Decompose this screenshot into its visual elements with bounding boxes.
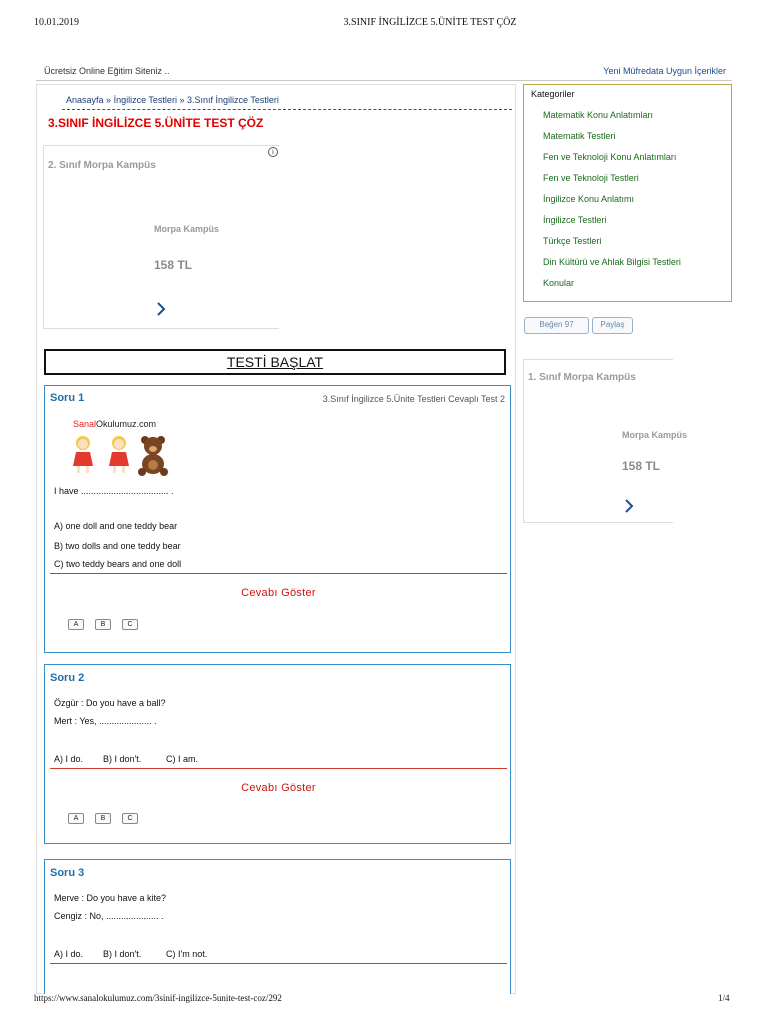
option-a: A) I do. [54,949,84,959]
answer-button-a[interactable]: A [68,619,84,630]
ad-price: 158 TL [154,258,193,272]
option-a: A) I do. [54,754,84,764]
category-topics[interactable]: Konular [543,278,575,288]
sidebar-ad-banner[interactable] [523,359,688,523]
question-number: Soru 2 [50,672,85,684]
category-religion-tests[interactable]: Din Kültürü ve Ahlak Bilgisi Testleri [543,257,681,267]
option-c: C) two teddy bears and one doll [54,559,182,569]
start-test-button[interactable] [44,349,506,375]
chevron-right-icon[interactable] [154,302,168,316]
ad-banner[interactable] [43,145,279,329]
category-math-lessons[interactable]: Matematik Konu Anlatımları [543,110,654,120]
option-a: A) one doll and one teddy bear [54,521,178,531]
category-english-tests[interactable]: İngilizce Testleri [543,215,607,225]
breadcrumb [66,95,512,105]
option-c: C) I am. [166,754,199,764]
category-science-tests[interactable]: Fen ve Teknoloji Testleri [543,173,639,183]
sidebar-ad-subtitle: Morpa Kampüs [622,430,688,440]
show-answer-link[interactable]: Cevabı Göster [241,782,316,794]
print-page-number: 1/4 [718,993,730,1003]
question-divider [50,768,507,769]
categories-panel [523,84,732,302]
question-number: Soru 3 [50,867,85,879]
option-b: B) I don't. [103,754,142,764]
question-divider [50,573,507,574]
option-b: B) I don't. [103,949,142,959]
category-math-tests[interactable]: Matematik Testleri [543,131,616,141]
print-date: 10.01.2019 [34,17,79,28]
question-card-1 [44,385,511,653]
chevron-right-icon[interactable] [622,499,636,513]
categories-heading: Kategoriler [531,89,575,99]
ad-title[interactable]: 2. Sınıf Morpa Kampüs [48,160,156,171]
dialogue-line-1: Özgür : Do you have a ball? [54,698,166,708]
sidebar-ad-title[interactable]: 1. Sınıf Morpa Kampüs [528,372,636,383]
ad-bottom-border [43,328,219,329]
answer-button-c[interactable]: C [122,813,138,824]
question-number: Soru 1 [50,392,85,404]
option-c: C) I'm not. [166,949,208,959]
breadcrumb-separator: » [179,95,185,105]
breadcrumb-current[interactable]: 3.Sınıf İngilizce Testleri [187,95,279,105]
print-title: 3.SINIF İNGİLİZCE 5.ÜNİTE TEST ÇÖZ [343,17,517,28]
dialogue-line-2: Cengiz : No, ..................... . [54,911,164,921]
breadcrumb-section[interactable]: İngilizce Testleri [113,95,177,105]
sidebar-ad-price: 158 TL [622,459,661,473]
question-card-2 [44,664,511,844]
breadcrumb-home[interactable]: Anasayfa [66,95,104,105]
print-url: https://www.sanalokulumuz.com/3sinif-ingilizce-5unite-test-coz/292 [34,993,282,1003]
curriculum-link[interactable]: Yeni Müfredata Uygun İçerikler [603,66,726,76]
breadcrumb-underline [62,109,512,110]
breadcrumb-separator: » [106,95,112,105]
question-prompt: I have ................................... . [54,486,174,496]
category-english-lessons[interactable]: İngilizce Konu Anlatımı [543,194,635,204]
answer-button-b[interactable]: B [95,813,111,824]
answer-button-b[interactable]: B [95,619,111,630]
answer-button-a[interactable]: A [68,813,84,824]
question-source: 3.Sınıf İngilizce 5.Ünite Testleri Cevaplı Test 2 [322,394,505,404]
category-turkish-tests[interactable]: Türkçe Testleri [543,236,602,246]
answer-button-c[interactable]: C [122,619,138,630]
top-divider [36,80,732,81]
ad-subtitle: Morpa Kampüs [154,224,220,234]
category-science-lessons[interactable]: Fen ve Teknoloji Konu Anlatımları [543,152,677,162]
show-answer-link[interactable]: Cevabı Göster [241,587,316,599]
like-button[interactable]: Beğen 97 [524,317,589,334]
site-tagline: Ücretsiz Online Eğitim Siteniz .. [44,66,170,76]
option-b: B) two dolls and one teddy bear [54,541,181,551]
dolls-and-teddy-bear-image [71,434,171,476]
question-divider [50,963,507,964]
page-title: 3.SINIF İNGİLİZCE 5.ÜNİTE TEST ÇÖZ [48,116,264,130]
start-test-label: TESTİ BAŞLAT [226,354,324,370]
question-card-3 [44,859,511,994]
share-button[interactable]: Paylaş [592,317,633,334]
site-logo: SanalOkulumuz.com [73,419,157,429]
dialogue-line-1: Merve : Do you have a kite? [54,893,167,903]
ad-info-icon[interactable]: i [268,147,278,157]
dialogue-line-2: Mert : Yes, ..................... . [54,716,157,726]
